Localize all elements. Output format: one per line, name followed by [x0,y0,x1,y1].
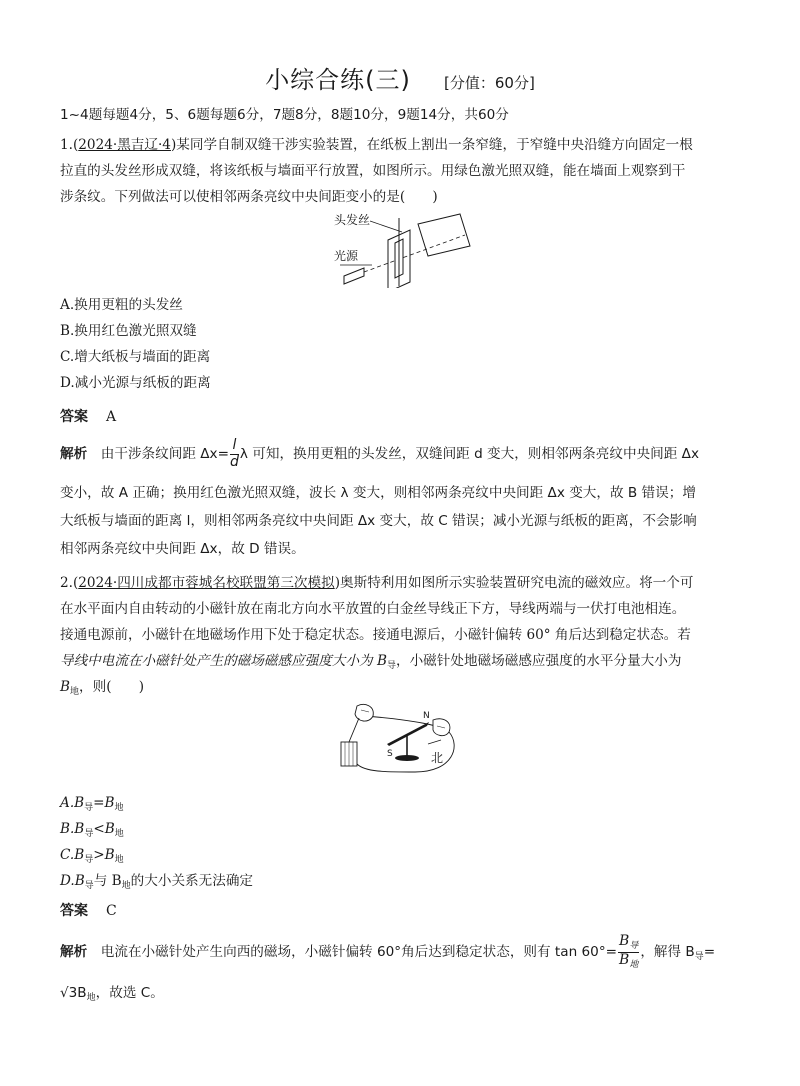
q2-answer-value: C [106,903,117,919]
q1-analysis-line-2: 变小，故 A 正确；换用红色激光照双缝，波长 λ 变大，则相邻两条亮纹中央间距 Δx 变大，故 B 错误；增 [60,485,696,501]
q2-option-d[interactable]: $D.B_导$与 $B_地$的大小关系无法确定 [60,873,254,891]
q1-analysis-line-3: 大纸板与墙面的距离 l，则相邻两条亮纹中央间距 Δx 变大，故 C 错误；减小光源与纸板的距离，不会影响 [60,513,697,529]
q1-option-b[interactable]: B.换用红色激光照双缝 [60,323,197,339]
q1-stem-line-2: 拉直的头发丝形成双缝，将该纸板与墙面平行放置，如图所示。用绿色激光照双缝，能在墙面上观察到干 [60,163,686,179]
q1-option-c[interactable]: C.增大纸板与墙面的距离 [60,349,211,365]
q1-analysis-line-4: 相邻两条亮纹中央间距 Δx，故 D 错误。 [60,541,305,557]
q1-answer: 答案 A [60,409,117,425]
q2-stem-line-2: 在水平面内自由转动的小磁针放在南北方向水平放置的白金丝导线正下方，导线两端与一伏打电池相连。 [60,601,686,617]
label-n: N [423,711,430,721]
q1-stem-line-3: 涉条纹。下列做法可以使相邻两条亮纹中央间距变小的是( ) [60,189,438,205]
q1-analysis-line-1: 解析 由干涉条纹间距 Δx= $\frac{l}{d}$ λ 可知，换用更粗的头发丝，双缝间距 d 变大，则相邻两条亮纹中央间距 Δx [60,437,700,470]
q2-answer: 答案 C [60,903,117,919]
q2-source: 2024·四川成都市蓉城名校联盟第三次模拟 [78,575,335,591]
double-slit-figure [330,210,480,288]
label-light: 光源 [334,249,359,263]
q2-option-c[interactable]: $C.B_导>B_地$ [60,847,124,865]
q1-stem-line-1: 1.(2024·黑吉辽·4)某同学自制双缝干涉实验装置，在纸板上割出一条窄缝，于窄缝中央沿缝方向固定一根 [60,137,693,153]
q2-option-b[interactable]: $B.B_导<B_地$ [60,821,124,839]
q2-stem-line-5: $B_地$，则( ) [60,679,144,697]
page-title: 小综合练(三) [265,66,411,94]
q2-fraction: $\frac{B_导}{B_地}$ [619,932,639,970]
q2-stem-line-3: 接通电源前，小磁针在地磁场作用下处于稳定状态。接通电源后，小磁针偏转 60° 角后达到稳定状态。若 [60,627,691,643]
label-s: S [387,749,393,759]
q1-option-a[interactable]: A.换用更粗的头发丝 [60,297,183,313]
label-north: 北 [431,751,444,765]
q1-fraction: $\frac{l}{d}$ [230,437,239,470]
q1-option-d[interactable]: D.减小光源与纸板的距离 [60,375,211,391]
q2-analysis-line-1: 解析 电流在小磁针处产生向西的磁场，小磁针偏转 60°角后达到稳定状态，则有 tan 60°= $\frac{B_导}{B_地}$ ，解得 $B_导=$ [60,932,716,970]
score-label: [分值：60分] [444,74,535,92]
q1-source: 2024·黑吉辽·4 [78,137,171,153]
label-hair: 头发丝 [334,213,371,227]
oersted-figure [335,700,465,782]
q2-stem-line-4: 导线中电流在小磁针处产生的磁场磁感应强度大小为 $B_导$，小磁针处地磁场磁感应强度的水平分量大小为 [60,653,682,671]
q2-analysis-line-2: $√3B_地$，故选 C。 [60,985,164,1003]
score-intro: 1~4题每题4分，5、6题每题6分，7题8分，8题10分，9题14分，共60分 [60,107,509,123]
q2-stem-line-1: 2.(2024·四川成都市蓉城名校联盟第三次模拟)奥斯特利用如图所示实验装置研究电流的磁效应。将一个可 [60,575,694,591]
title-row [0,60,800,95]
q1-answer-value: A [106,409,117,425]
q2-option-a[interactable]: $A.B_导=B_地$ [60,795,124,813]
